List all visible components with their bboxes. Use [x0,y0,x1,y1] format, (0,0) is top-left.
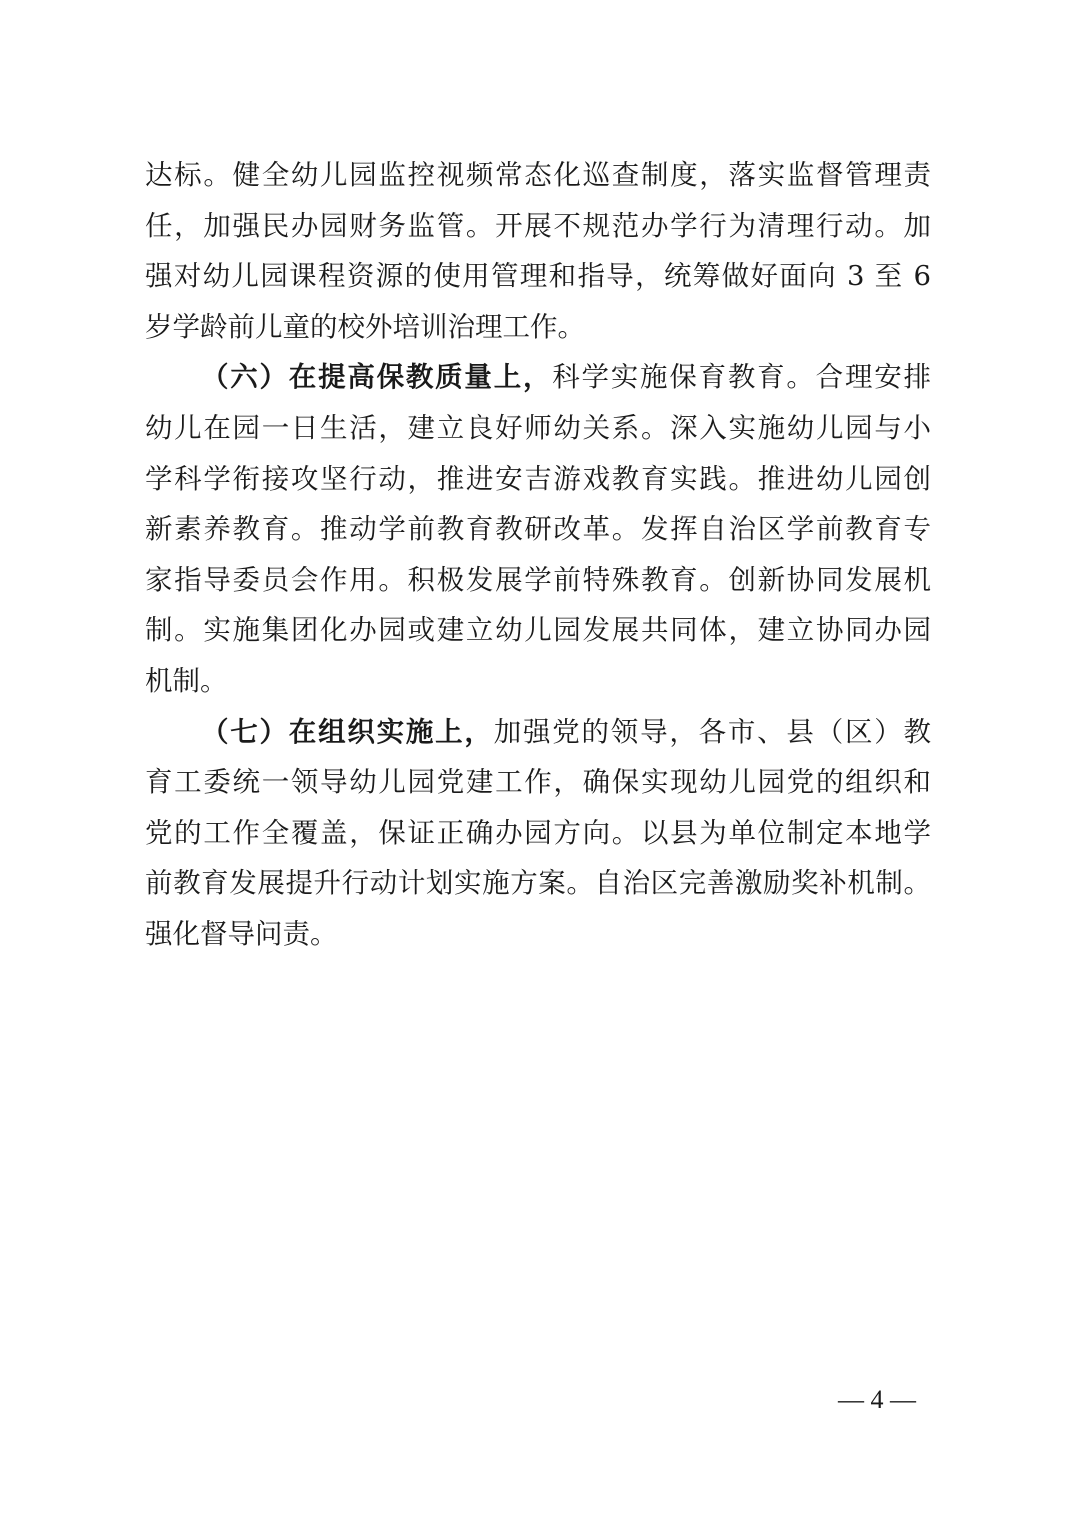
text-line: 党的工作全覆盖，保证正确办园方向。以县为单位制定本地学 [145,816,931,849]
page-number: — 4 — [838,1385,916,1414]
section-heading: （七）在组织实施上， [201,715,494,748]
text-line: 新素养教育。推动学前教育教研改革。发挥自治区学前教育专 [145,513,931,546]
text-span: 加强党的领导，各市、县（区）教 [493,715,932,748]
text-line [145,352,931,403]
text-line: 幼儿在园一日生活，建立良好师幼关系。深入实施幼儿园与小 [145,411,931,444]
text-line: 家指导委员会作用。积极发展学前特殊教育。创新协同发展机 [145,563,931,596]
text-line: 任，加强民办园财务监管。开展不规范办学行为清理行动。加 [145,209,931,242]
text-line: 达标。健全幼儿园监控视频常态化巡查制度，落实监督管理责 [145,159,931,191]
text-line: 学科学衔接攻坚行动，推进安吉游戏教育实践。推进幼儿园创 [145,462,931,495]
text-line: 机制。 [145,664,228,697]
text-line [145,707,931,758]
text-line: 育工委统一领导幼儿园党建工作，确保实现幼儿园党的组织和 [145,766,931,799]
text-line: 强对幼儿园课程资源的使用管理和指导，统筹做好面向 3 至 6 [145,260,931,293]
text-line: 前教育发展提升行动计划实施方案。自治区完善激励奖补机制。 [145,867,931,900]
text-line: 强化督导问责。 [145,917,338,950]
text-line: 制。实施集团化办园或建立幼儿园发展共同体，建立协同办园 [145,614,931,647]
section-heading: （六）在提高保教质量上， [201,361,553,394]
paragraph-six [145,352,931,706]
paragraph-seven [145,707,931,960]
text-span: 科学实施保育教育。合理安排 [552,361,931,394]
paragraph-continued [145,150,931,352]
text-line: 岁学龄前儿童的校外培训治理工作。 [145,310,585,343]
document-body [145,150,931,960]
